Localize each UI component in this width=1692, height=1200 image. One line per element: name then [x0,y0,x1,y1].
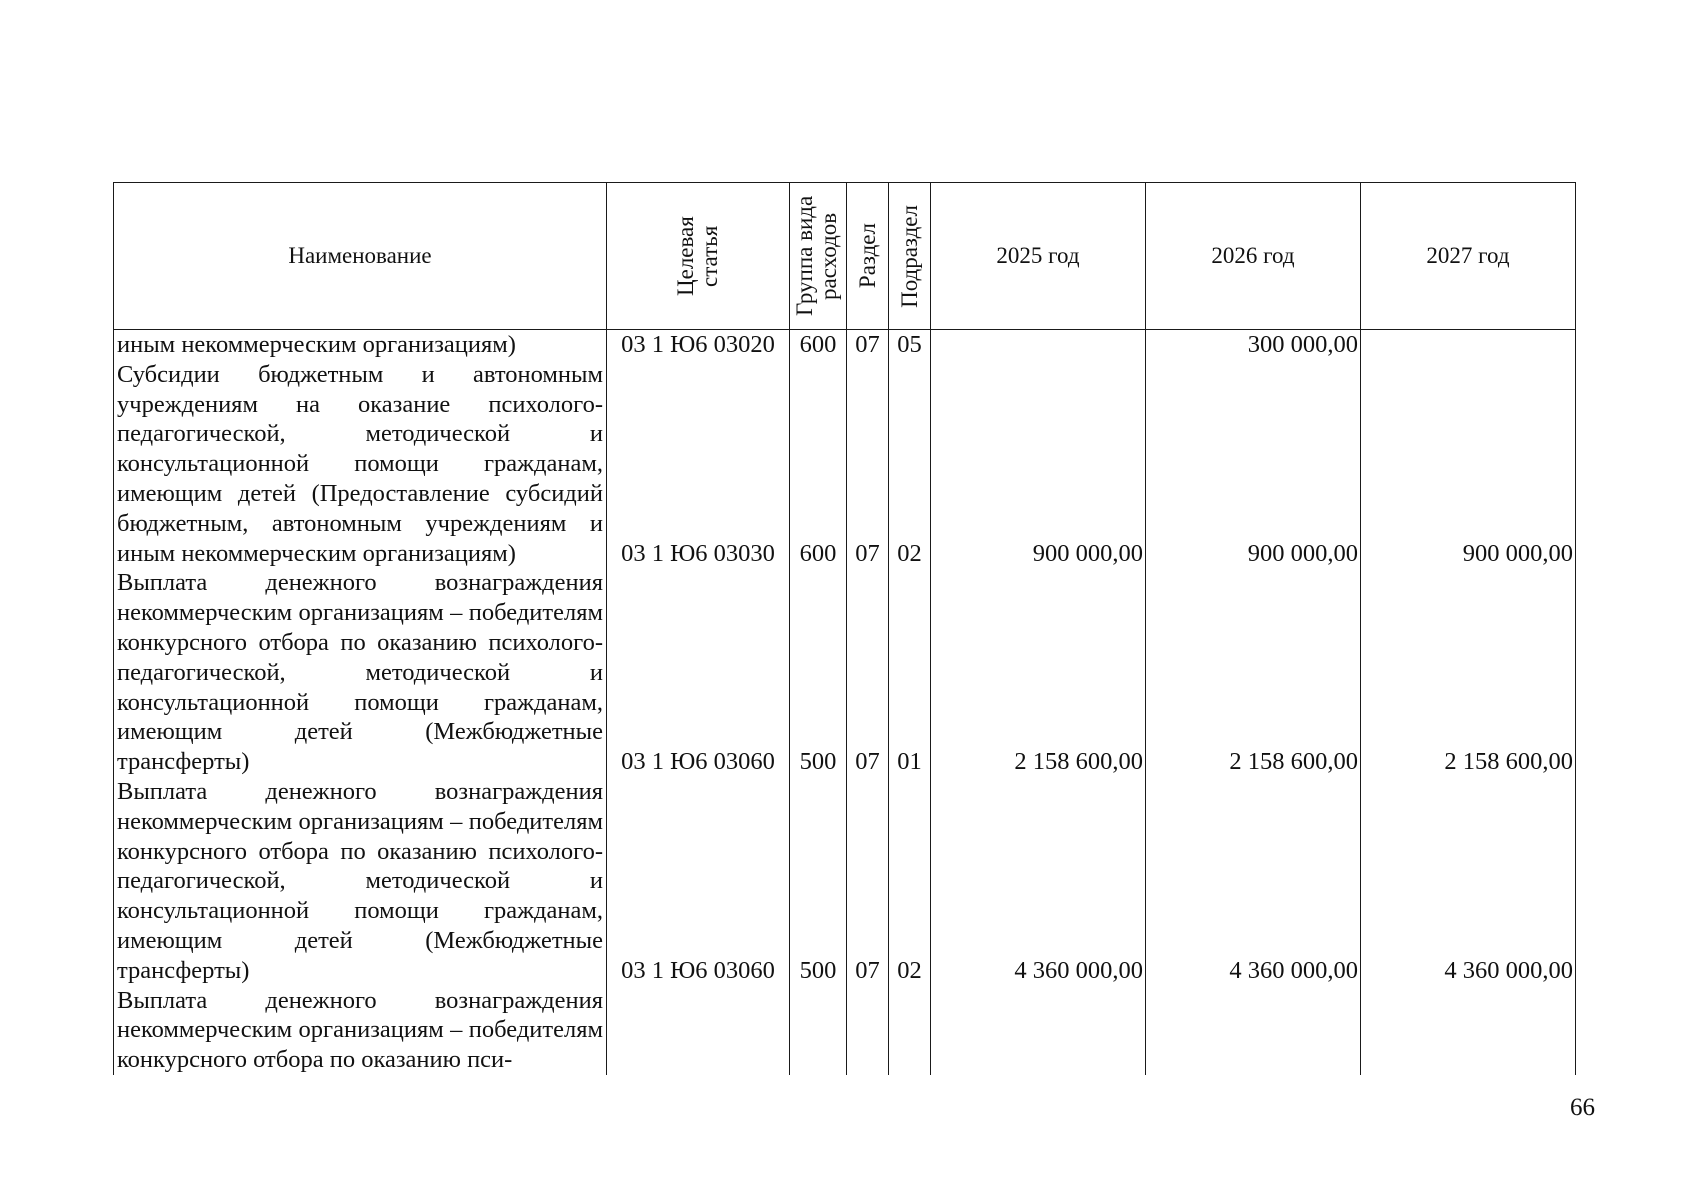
header-2026: 2026 год [1146,183,1361,330]
row-target-article: 03 1 Ю6 03060 [607,568,790,777]
row-amount-2025: 2 158 600,00 [931,568,1146,777]
row-target-article: 03 1 Ю6 03060 [607,777,790,986]
row-section: 07 [847,330,889,360]
row-name: Выплата денежного вознаграждения некоммерческим организациям – победителям конкурсного отбора по оказанию психолого-педагогической, методической и консультационной помощи гражданам, имеющим детей (Межбюджетные трансферты) [114,777,607,986]
table-body [114,330,1576,1075]
row-section: 07 [847,777,889,986]
row-expense-group: 500 [790,777,847,986]
header-name: Наименование [114,183,607,330]
row-target-article [607,986,790,1075]
row-expense-group: 600 [790,360,847,569]
row-subsection: 02 [889,777,931,986]
row-target-article: 03 1 Ю6 03030 [607,360,790,569]
header-target-article [607,183,790,330]
row-subsection: 02 [889,360,931,569]
header-subsection [889,183,931,330]
row-amount-2027: 2 158 600,00 [1361,568,1576,777]
row-amount-2025: 4 360 000,00 [931,777,1146,986]
header-subsection-label: Подраздел [896,204,922,308]
row-target-article: 03 1 Ю6 03020 [607,330,790,360]
row-amount-2027: 4 360 000,00 [1361,777,1576,986]
row-expense-group: 600 [790,330,847,360]
row-name: Субсидии бюджетным и автономным учреждениям на оказание психолого-педагогической, методической и консультационной помощи гражданам, имеющим детей (Предоставление субсидий бюджетным, автономным учреждениям и иным некоммерческим организациям) [114,360,607,569]
header-2025: 2025 год [931,183,1146,330]
row-amount-2026: 4 360 000,00 [1146,777,1361,986]
table-row [114,986,1576,1075]
row-amount-2025 [931,330,1146,360]
table-row [114,777,1576,986]
header-2027: 2027 год [1361,183,1576,330]
table-row [114,568,1576,777]
row-section: 07 [847,568,889,777]
table-header [114,183,1576,330]
table-row [114,330,1576,360]
row-amount-2026 [1146,986,1361,1075]
header-section-label: Раздел [854,223,880,289]
row-amount-2027 [1361,330,1576,360]
row-amount-2025: 900 000,00 [931,360,1146,569]
header-expense-group [790,183,847,330]
row-amount-2026: 2 158 600,00 [1146,568,1361,777]
row-expense-group: 500 [790,568,847,777]
row-subsection: 01 [889,568,931,777]
row-amount-2027: 900 000,00 [1361,360,1576,569]
row-name: Выплата денежного вознаграждения некоммерческим организациям – победителям конкурсного отбора по оказанию пси- [114,986,607,1075]
header-expense-group-label: Группа вида расходов [792,195,841,317]
row-amount-2025 [931,986,1146,1075]
row-section: 07 [847,360,889,569]
page-number: 66 [1570,1094,1595,1121]
row-section [847,986,889,1075]
row-amount-2027 [1361,986,1576,1075]
header-section [847,183,889,330]
row-amount-2026: 300 000,00 [1146,330,1361,360]
table-row [114,360,1576,569]
row-amount-2026: 900 000,00 [1146,360,1361,569]
row-name: Выплата денежного вознаграждения некоммерческим организациям – победителям конкурсного отбора по оказанию психолого-педагогической, методической и консультационной помощи гражданам, имеющим детей (Межбюджетные трансферты) [114,568,607,777]
budget-table [113,182,1576,1075]
row-subsection [889,986,931,1075]
row-expense-group [790,986,847,1075]
header-target-article-label: Целевая статья [673,216,722,296]
row-name: иным некоммерческим организациям) [114,330,607,360]
row-subsection: 05 [889,330,931,360]
